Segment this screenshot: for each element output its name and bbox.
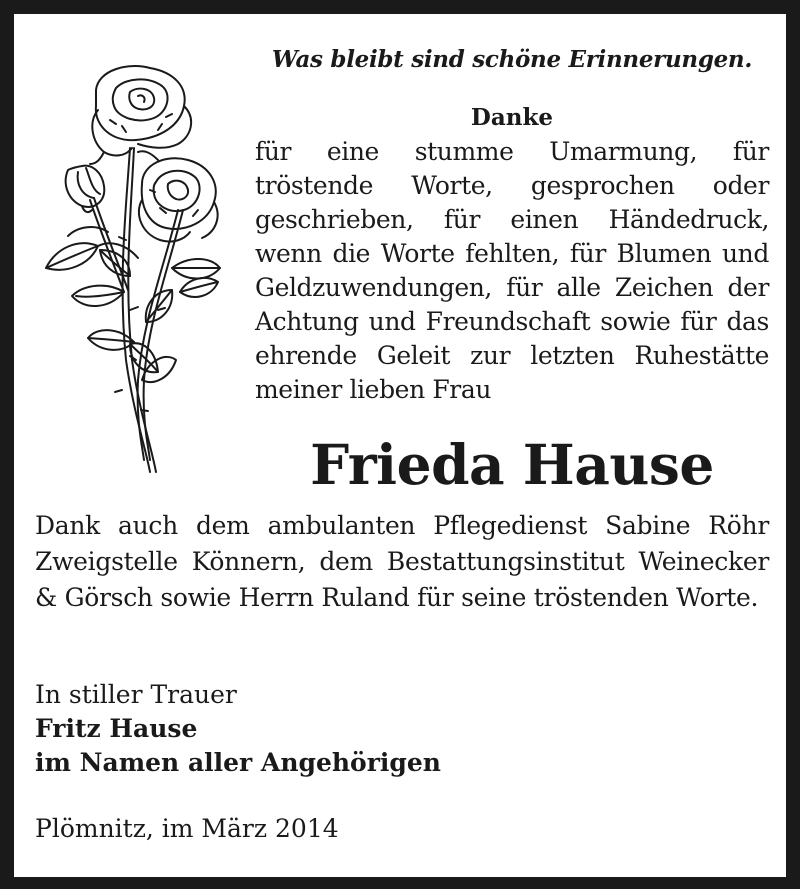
rose-illustration-icon — [38, 60, 238, 480]
thanks-heading: Danke — [470, 104, 554, 131]
place-date: Plömnitz, im März 2014 — [35, 814, 339, 843]
mourning-block — [35, 678, 635, 780]
mourning-line: In stiller Trauer — [35, 680, 237, 709]
deceased-name: Frieda Hause — [310, 432, 714, 497]
thanks-paragraph: für eine stumme Umarmung, für tröstende Worte, gesprochen oder geschrieben, für einen Händedruck, wenn die Worte fehlten, für Blumen und Geldzuwendungen, für alle Zeichen der Achtung und Freundschaft sowie für das ehrende Geleit zur letzten Ruhestätte meiner lieben Frau — [255, 137, 769, 404]
motto-heading: Was bleibt sind schöne Erinnerungen. — [271, 46, 753, 73]
signatory-name: Fritz Hause — [35, 714, 198, 743]
additional-thanks-paragraph: Dank auch dem ambulanten Pflegedienst Sabine Röhr Zweigstelle Könnern, dem Bestattungsinstitut Weinecker & Görsch sowie Herrn Ruland für seine tröstenden Worte. — [35, 511, 769, 612]
signatory-note: im Namen aller Angehörigen — [35, 748, 441, 777]
